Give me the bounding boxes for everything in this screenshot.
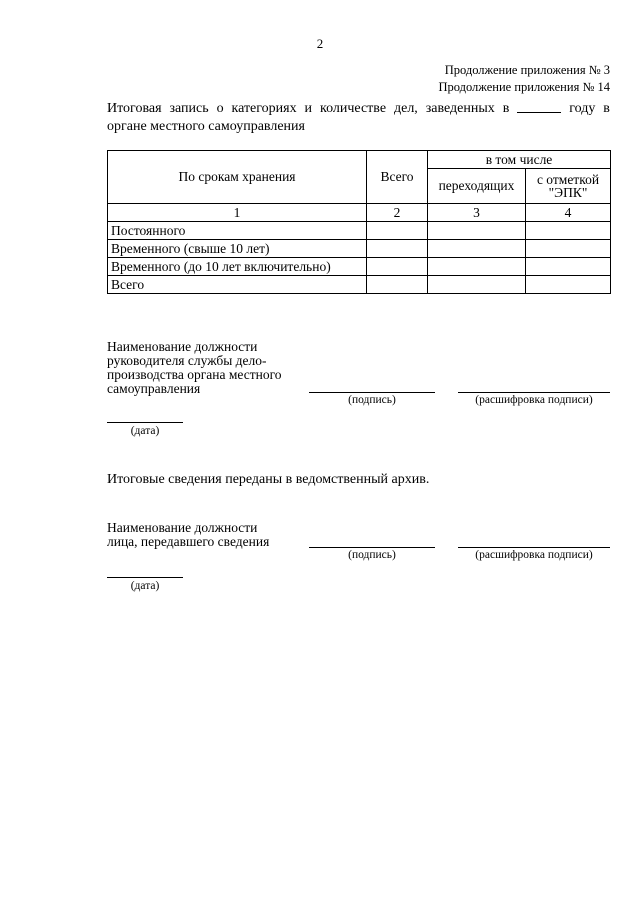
signature2-decoding-line[interactable]	[458, 547, 610, 548]
table-cell[interactable]	[428, 276, 526, 294]
table-cell[interactable]	[428, 240, 526, 258]
header-storage-term: По срокам хранения	[108, 151, 367, 204]
column-number: 1	[108, 204, 367, 222]
row-label: Временного (до 10 лет включительно)	[108, 258, 367, 276]
row-label: Временного (свыше 10 лет)	[108, 240, 367, 258]
signature2-decoding-caption: (расшифровка подписи)	[475, 549, 593, 561]
table-cell[interactable]	[526, 276, 611, 294]
table-cell[interactable]	[367, 276, 428, 294]
table-cell[interactable]	[526, 222, 611, 240]
signature1-decoding-line[interactable]	[458, 392, 610, 393]
table-cell[interactable]	[428, 258, 526, 276]
table-cell[interactable]	[367, 258, 428, 276]
table-cell[interactable]	[526, 258, 611, 276]
summary-table	[107, 150, 611, 294]
signature1-decoding-caption: (расшифровка подписи)	[475, 394, 593, 406]
table-cell[interactable]	[367, 222, 428, 240]
table-cell[interactable]	[526, 240, 611, 258]
intro-text	[107, 100, 610, 136]
column-number: 2	[367, 204, 428, 222]
table-row	[108, 240, 611, 258]
column-number: 3	[428, 204, 526, 222]
header-epk: с отметкой "ЭПК"	[526, 169, 611, 204]
year-blank[interactable]	[517, 100, 561, 113]
date2-line[interactable]	[107, 577, 183, 578]
signature2-caption: (подпись)	[348, 549, 396, 561]
table-cell[interactable]	[367, 240, 428, 258]
signature2-position: Наименование должности лица, передавшего сведения	[107, 520, 270, 549]
header-transitional: переходящих	[428, 169, 526, 204]
row-label: Постоянного	[108, 222, 367, 240]
continuation-line-2: Продолжение приложения № 14	[438, 80, 610, 94]
row-label: Всего	[108, 276, 367, 294]
date2-caption: (дата)	[130, 580, 160, 592]
signature1-line[interactable]	[309, 392, 435, 393]
intro-line-2: органе местного самоуправления	[107, 119, 305, 134]
date1-line[interactable]	[107, 422, 183, 423]
table-cell[interactable]	[428, 222, 526, 240]
page-number: 2	[316, 36, 324, 51]
header-total: Всего	[367, 151, 428, 204]
continuation-line-1: Продолжение приложения № 3	[444, 63, 610, 77]
table-row	[108, 258, 611, 276]
header-including: в том числе	[428, 151, 611, 169]
intro-line-1: Итоговая запись о категориях и количестве дел, заведенных в году в	[107, 101, 610, 116]
column-numbers-row	[108, 204, 611, 222]
signature1-caption: (подпись)	[348, 394, 396, 406]
archive-note: Итоговые сведения переданы в ведомственный архив.	[107, 472, 430, 487]
table-row	[108, 222, 611, 240]
continuation-header	[438, 62, 610, 96]
table-row	[108, 276, 611, 294]
column-number: 4	[526, 204, 611, 222]
date1-caption: (дата)	[130, 425, 160, 437]
signature2-line[interactable]	[309, 547, 435, 548]
signature1-position: Наименование должности руководителя службы дело- производства органа местного самоуправления	[107, 339, 282, 396]
